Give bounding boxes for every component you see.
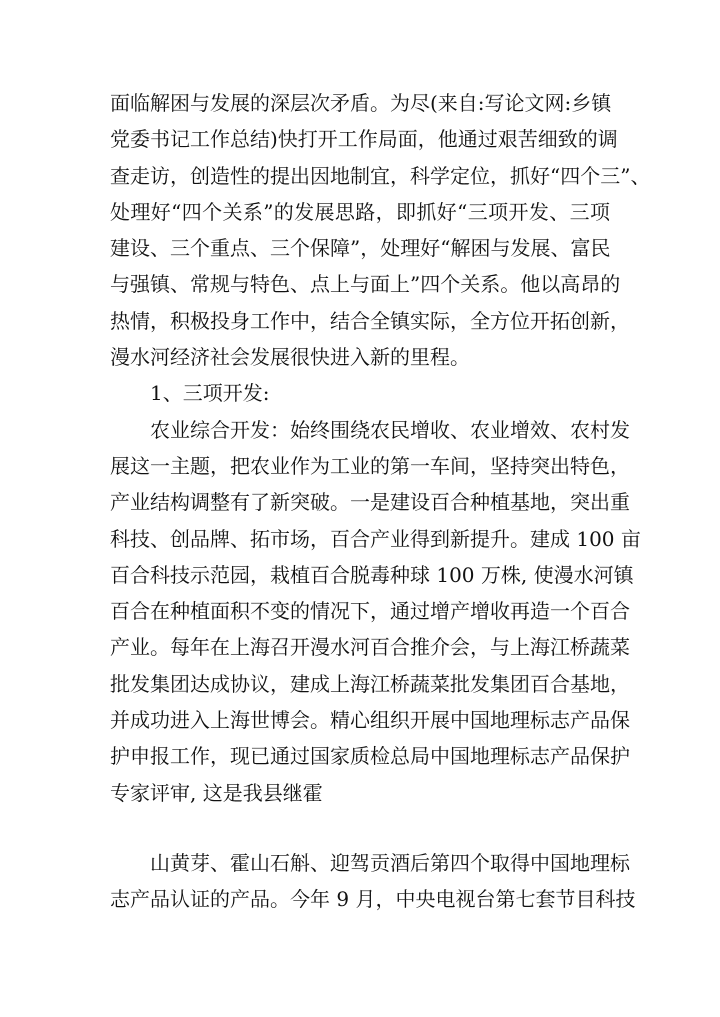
text-line: 与强镇、常规与特色、点上与面上”四个关系。他以高昂的 [110, 272, 621, 297]
text-line: 护申报工作，现已通过国家质检总局中国地理标志产品保护 [110, 744, 630, 769]
paragraph-intro [110, 85, 651, 412]
text-line: 百合科技示范园，栽植百合脱毒种球 100 万株, 使漫水河镇 [110, 562, 634, 587]
text-line: 面临解困与发展的深层次矛盾。为尽(来自:写论文网:乡镇 [110, 91, 612, 115]
text-line: 产业。每年在上海召开漫水河百合推介会，与上海江桥蔬菜 [110, 635, 630, 660]
text-line: 百合在种植面积不变的情况下，通过增产增收再造一个百合 [110, 599, 630, 624]
text-line: 山黄芽、霍山石斛、迎驾贡酒后第四个取得中国地理标 [150, 851, 630, 875]
text-line: 党委书记工作总结)快打开工作局面，他通过艰苦细致的调 [110, 127, 618, 152]
text-line: 建设、三个重点、三个保障”，处理好“解困与发展、富民 [110, 236, 611, 261]
text-line: 科技、创品牌、拓市场，百合产业得到新提升。建成 100 亩 [110, 526, 641, 551]
paragraph-continuation [110, 845, 636, 918]
text-line: 农业综合开发：始终围绕农民增收、农业增效、农村发 [150, 417, 630, 442]
text-line: 漫水河经济社会发展很快进入新的里程。 [110, 345, 470, 370]
text-line: 查走访，创造性的提出因地制宜，科学定位，抓好“四个三”、 [110, 163, 651, 188]
section-heading: 1、三项开发: [150, 381, 270, 406]
text-line: 展这一主题，把农业作为工业的第一车间，坚持突出特色， [110, 453, 630, 478]
text-line: 批发集团达成协议，建成上海江桥蔬菜批发集团百合基地， [110, 671, 630, 696]
text-line: 志产品认证的产品。今年 9 月，中央电视台第七套节目科技 [110, 887, 636, 912]
text-line: 专家评审, 这是我县继霍 [110, 780, 323, 805]
text-line: 并成功进入上海世博会。精心组织开展中国地理标志产品保 [110, 708, 630, 733]
text-line: 处理好“四个关系”的发展思路，即抓好“三项开发、三项 [110, 199, 610, 224]
paragraph-agriculture [110, 412, 641, 811]
text-line: 产业结构调整有了新突破。一是建设百合种植基地，突出重 [110, 490, 630, 515]
text-line: 热情，积极投身工作中，结合全镇实际，全方位开拓创新， [110, 308, 630, 333]
